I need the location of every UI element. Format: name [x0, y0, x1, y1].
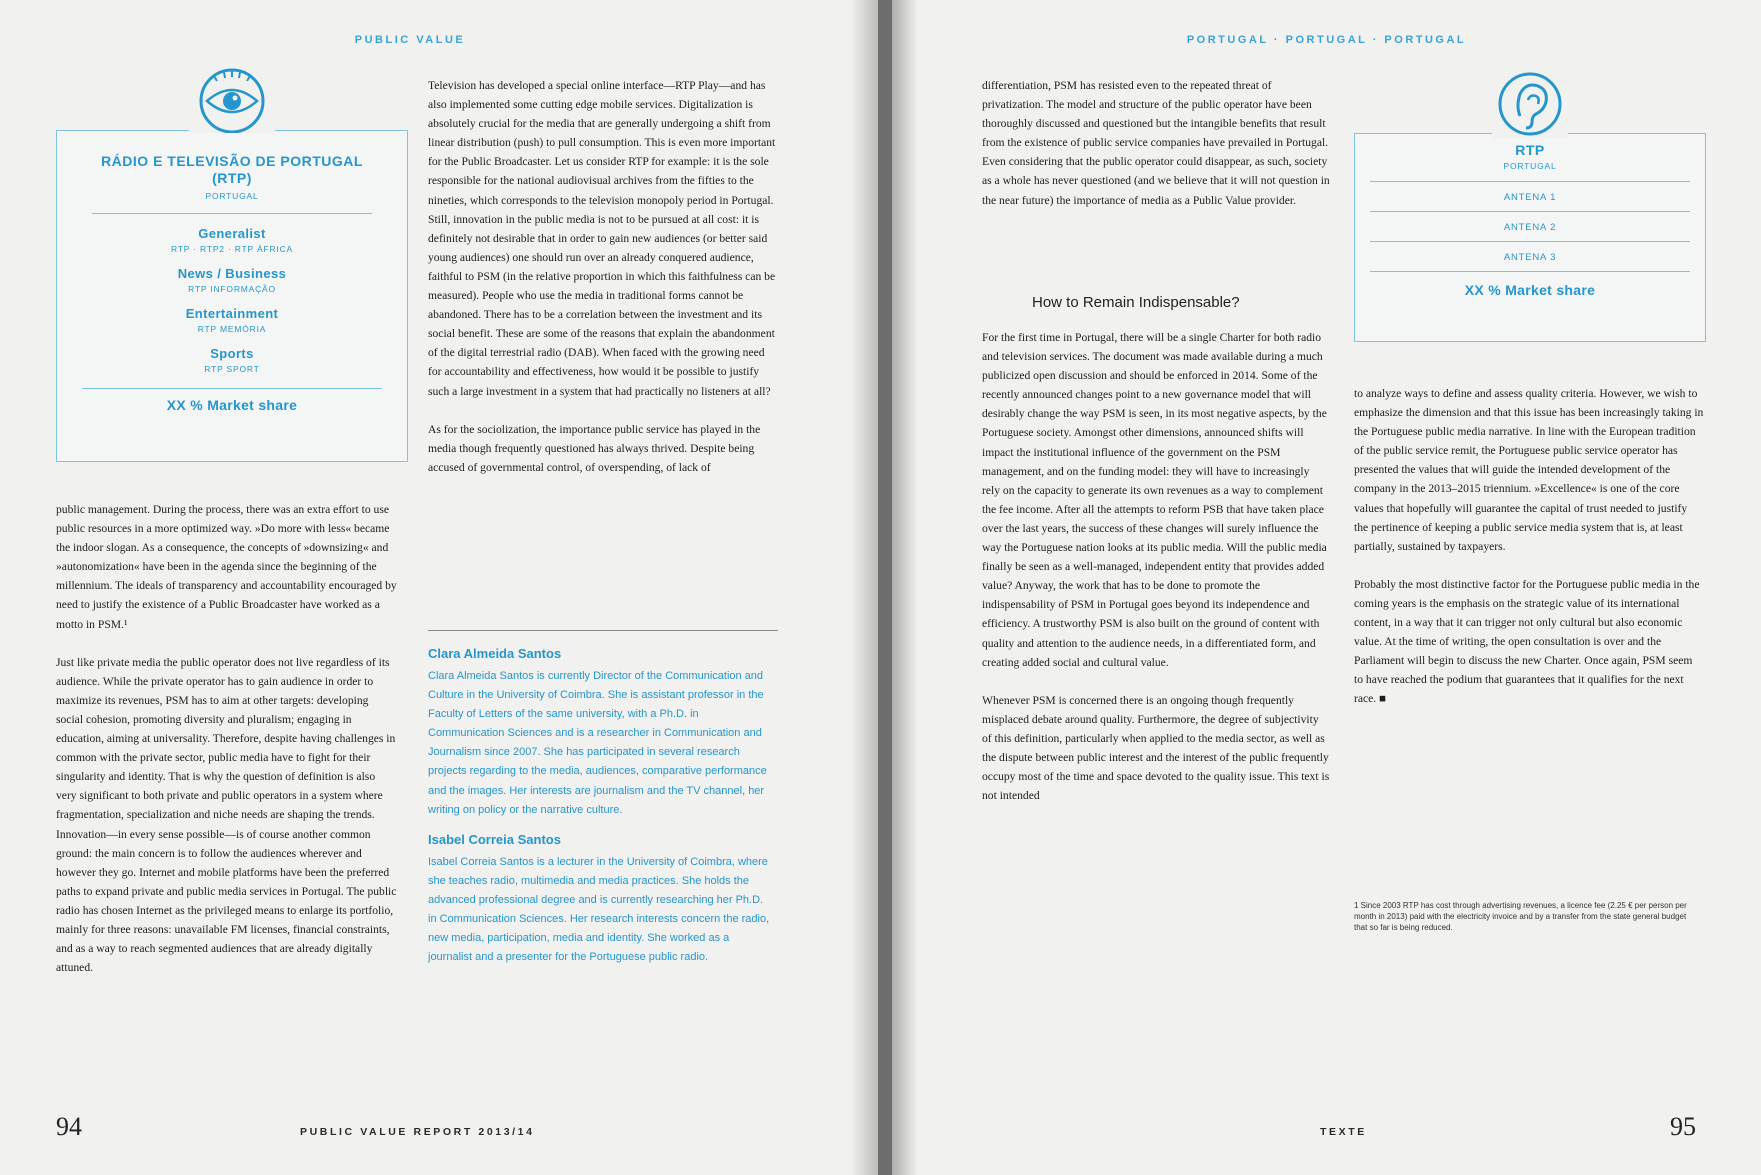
eye-icon [189, 63, 275, 133]
book-spine [878, 0, 892, 1175]
category-heading: Entertainment [185, 306, 279, 321]
paragraph: to analyze ways to define and assess quality criteria. However, we wish to emphasize the dimension and that this issue has been increasingly taking in the Portuguese public media narrative. In line with the European tradition of the public service remit, the Portuguese public service operator has presented the values that will guide the intended development of the company in the 2013–2015 triennium. »Excellence« is one of the core values that hopefully will guarantee the capital of trust needed to justify the pertinence of keeping a public service media system that is, at least partially, sustained by taxpayers. [1354, 387, 1704, 553]
infobox-divider [1370, 181, 1690, 182]
infobox-country: PORTUGAL [205, 191, 259, 201]
category-heading: Sports [210, 346, 254, 361]
infobox-title: RÁDIO E TELEVISÃO DE PORTUGAL (RTP) [101, 153, 363, 186]
paragraph: For the first time in Portugal, there will be a single Charter for both radio and television services. The document was made available during a much publicized open discussion and should be enforced in 2014. Some of the recently announced changes point to a new governance model that will desirably change the way PSM is seen, in its most negative aspects, by the Portuguese society. Amongst other dimensions, announced shifts will impact the institutional influence of the government on the PSM management, and on the funding model: they will have to increasingly rely on the capacity to generate its own revenues as a way to complement the fee income. After all the attempts to reform PSB that have taken place over the last years, the success of these changes will surely influence the way the Portuguese nation looks at its public media. Will the public media finally be seen as a well-managed, independent entity that provides added value? Anyway, the work that has to be done to promote the indispensability of PSM in Portugal goes beyond its independence and efficiency. A trustworthy PSM is also built on the ground of content with quality and attention to the audience needs, in a differentiated form, and creating added social and cultural value. [982, 331, 1327, 669]
category-news [57, 266, 407, 294]
paragraph: Television has developed a special online interface—RTP Play—and has also implemented some cutting edge mobile services. Digitalization is absolutely crucial for the media that are generally undergoing a shift from linear distribution (push) to pull consumption. This is even more important for the Public Broadcaster. Let us consider RTP for example: it is the sole responsible for the national audiovisual archives from the fifties to the nineties, which corresponds to the television monopoly period in Portugal. Still, innovation in the public media is not to be pursued at all cost: it is definitely not desirable that in order to gain new audiences (or better said young audiences) one should run over an already conquered audience, faithful to PSM (in the relative proportion in which this faithfulness can be measured). People who use the media in traditional forms cannot be abandoned. There has to be a correlation between the investment and its social benefit. These are some of the reasons that explain the abandonment of the digital terrestrial radio (DAB). When faced with the growing need for accountability and effectiveness, how would it be possible to justify such a large investment in a system that had practically no listeners at all? [428, 79, 776, 398]
author-bios [428, 646, 773, 979]
right-column-intro [982, 76, 1330, 210]
category-generalist [57, 226, 407, 254]
right-column-2 [1354, 384, 1704, 709]
author-name: Isabel Correia Santos [428, 831, 561, 847]
paragraph: Whenever PSM is concerned there is an ongoing though frequently misplaced debate around quality. Furthermore, the degree of subjectivity of this definition, particularly when applied to the media sector, as well as the dispute between public interest and the interest of the public frequently occupy most of the time and space devoted to the quality issue. This text is not intended [982, 693, 1330, 803]
channel-item: ANTENA 1 [1503, 192, 1557, 203]
left-column-2 [428, 76, 778, 477]
channel-item: ANTENA 3 [1503, 252, 1557, 263]
category-heading: News / Business [177, 266, 287, 281]
page-number-left: 94 [56, 1112, 82, 1141]
right-column-1 [982, 328, 1330, 805]
infobox-divider [92, 213, 372, 214]
channel-item: ANTENA 2 [1503, 222, 1557, 233]
broadcaster-infobox [56, 130, 408, 462]
section-heading: How to Remain Indispensable? [1032, 294, 1240, 311]
page-number-right: 95 [1670, 1112, 1696, 1141]
market-share: XX % Market share [166, 397, 298, 413]
footnote: 1 Since 2003 RTP has cost through advertising revenues, a licence fee (2.25 € per person per month in 2013) paid with the electricity invoice and by a transfer from the state general budget that so far is being reduced. [1354, 901, 1687, 932]
paragraph: Just like private media the public operator does not live regardless of its audience. While the private operator has to gain audience in order to maximize its revenues, PSM has to aim at other targets: developing social cohesion, promoting diversity and pluralism; engaging in education, aiming at universality. Therefore, despite having challenges in common with the private sector, public media have to fight for their singularity and identity. That is why the question of definition is also very significant to both private and public operators in a system where fragmentation, specialization and niche needs are shaping the trends. Innovation—in every sense possible—is of course another common ground: the main concern is to follow the audiences wherever and however they go. Internet and mobile platforms have been the preferred paths to expand private and public media services in Portugal. The public radio has chosen Internet as the privileged means to enlarge its portfolio, mainly for three reasons: unavailable FM licenses, financial constraints, and as a way to reach segmented audiences that are already digitally attuned. [56, 655, 397, 975]
gutter-shadow-right [892, 0, 918, 1175]
left-page [0, 0, 878, 1175]
paragraph: As for the sociolization, the importance public service has played in the media though frequently questioned has always thrived. Despite being accused of governmental control, of overspending, of lack of [428, 422, 761, 474]
footer-right: TEXTE [1320, 1126, 1367, 1138]
author-bio: Isabel Correia Santos is a lecturer in the University of Coimbra, where she teaches radio, multimedia and media practices. She holds the advanced professional degree and is currently researching her Ph.D. in Communication Sciences. Her research interests concern the radio, new media, participation, media and identity. She worked as a journalist and a presenter for the Portuguese public radio. [428, 855, 770, 964]
category-detail: RTP MEMÓRIA [197, 324, 267, 334]
paragraph: differentiation, PSM has resisted even to the repeated threat of privatization. The model and structure of the public operator have been thoroughly discussed and questioned but the intangible benefits that result from the existence of public service companies have prevailed in Portugal. Even considering that the public operator could disappear, as such, society as a whole has never questioned (and we believe that it will not question in the near future) the importance of media as a Public Value provider. [982, 79, 1330, 207]
footer-left: PUBLIC VALUE REPORT 2013/14 [300, 1126, 535, 1138]
running-header-left: PUBLIC VALUE [354, 34, 466, 46]
category-entertainment [57, 306, 407, 334]
paragraph: Probably the most distinctive factor for the Portuguese public media in the coming years is the emphasis on the strategic value of its international content, in a way that it can trigger not only cultural but also economic value. At the time of writing, the open consultation is over and the Parliament will begin to discuss the new Charter. Once again, PSM seem to have reached the podium that guarantees that it qualifies for the next race. ■ [1354, 577, 1700, 706]
category-detail: RTP · RTP2 · RTP ÁFRICA [171, 244, 293, 254]
ear-icon [1492, 70, 1568, 138]
running-header-right: PORTUGAL · PORTUGAL · PORTUGAL [1186, 34, 1467, 46]
radio-infobox [1354, 133, 1706, 342]
infobox-divider [82, 388, 382, 389]
gutter-shadow-left [850, 0, 878, 1175]
category-detail: RTP INFORMAÇÃO [188, 284, 276, 294]
paragraph: public management. During the process, there was an extra effort to use public resources in a more optimized way. »Do more with less« became the indoor slogan. As a consequence, the concepts of »downsizing« and »autonomization« have been in the agenda since the beginning of the millennium. The ideals of transparency and accountability encouraged by need to justify the existence of a Public Broadcaster have worked as a motto in PSM.¹ [56, 503, 397, 631]
author-name: Clara Almeida Santos [428, 646, 562, 661]
category-heading: Generalist [198, 226, 266, 241]
right-page [892, 0, 1761, 1175]
infobox-country: PORTUGAL [1503, 161, 1557, 171]
infobox-divider [1370, 271, 1690, 272]
infobox-divider [1370, 241, 1690, 242]
category-detail: RTP SPORT [204, 364, 260, 374]
market-share: XX % Market share [1464, 282, 1596, 298]
bio-divider [428, 630, 778, 631]
category-sports [57, 346, 407, 374]
author-bio: Clara Almeida Santos is currently Director of the Communication and Culture in the University of Coimbra. She is assistant professor in the Faculty of Letters of the same university, with a Ph.D. in Communication Sciences and is a researcher in Communication and Journalism since 2007. She has participated in several research projects regarding to the media, audiences, comparative performance and the images. Her interests are journalism and the TV channel, her writing on policy or the narrative culture. [428, 670, 767, 816]
infobox-divider [1370, 211, 1690, 212]
left-column-1 [56, 500, 398, 977]
infobox-title: RTP [1515, 142, 1545, 158]
